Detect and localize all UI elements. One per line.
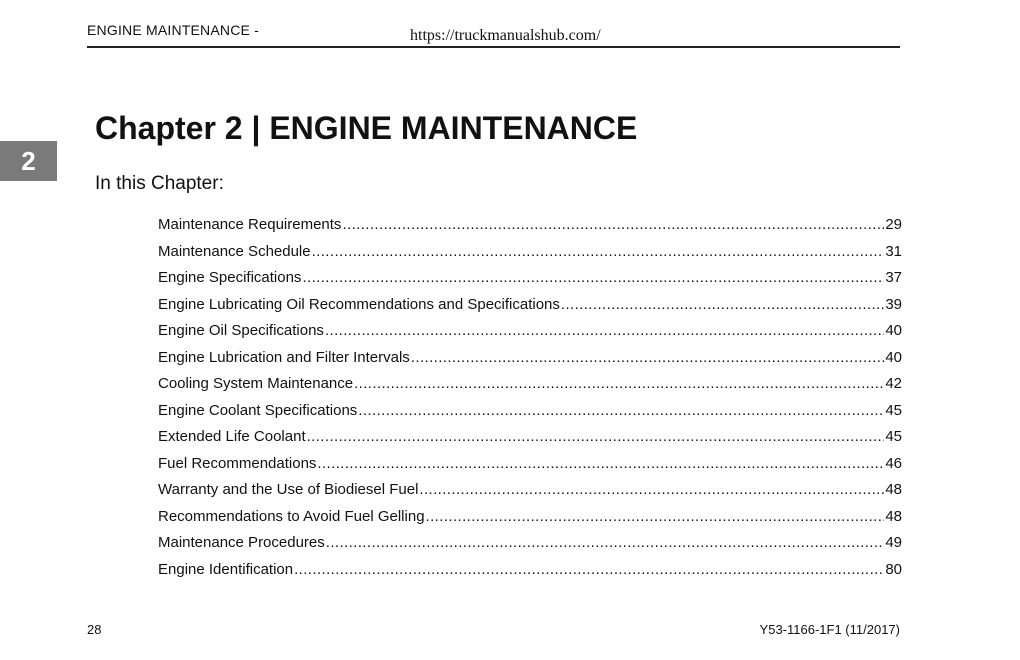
toc-entry[interactable] [158,243,902,270]
toc-entry[interactable] [158,561,902,588]
chapter-tab: 2 [0,141,57,181]
toc-entry[interactable] [158,296,902,323]
toc-entry[interactable] [158,375,902,402]
toc-entry-title: Engine Specifications [158,269,302,286]
toc-entry-title: Recommendations to Avoid Fuel Gelling [158,507,425,525]
toc-entry-title: Engine Lubrication and Filter Intervals [158,348,410,366]
source-url[interactable]: https://truckmanualshub.com/ [410,27,601,44]
toc-entry-title: Maintenance Procedures [158,534,325,551]
toc-leader-dots [426,508,885,525]
toc-entry-page: 31 [885,242,902,260]
toc-entry-page: 37 [885,269,902,286]
table-of-contents [158,216,902,587]
toc-entry-page: 42 [885,375,902,392]
toc-entry-title: Warranty and the Use of Biodiesel Fuel [158,481,419,498]
toc-entry-page: 45 [885,428,902,445]
toc-entry[interactable] [158,508,902,535]
toc-entry-title: Maintenance Requirements [158,216,342,233]
toc-entry[interactable] [158,481,902,508]
toc-entry-title: Engine Identification [158,560,294,578]
toc-entry-page: 48 [885,481,902,498]
toc-entry[interactable] [158,428,902,455]
toc-leader-dots [307,428,885,445]
chapter-intro: In this Chapter: [95,173,224,194]
toc-entry[interactable] [158,534,902,561]
toc-entry[interactable] [158,322,902,349]
chapter-title: Chapter 2 | ENGINE MAINTENANCE [95,110,638,146]
toc-entry-title: Cooling System Maintenance [158,375,354,392]
toc-entry[interactable] [158,349,902,376]
toc-leader-dots [354,375,884,392]
toc-leader-dots [317,455,884,472]
toc-entry-page: 39 [885,295,902,313]
toc-entry-page: 29 [885,216,902,233]
toc-leader-dots [358,402,884,419]
toc-entry-page: 45 [885,401,902,419]
toc-leader-dots [419,481,884,498]
toc-entry-title: Fuel Recommendations [158,454,317,472]
toc-entry[interactable] [158,269,902,296]
toc-entry[interactable] [158,455,902,482]
toc-entry-page: 48 [885,507,902,525]
toc-entry-page: 40 [885,348,902,366]
toc-entry-page: 46 [885,454,902,472]
toc-entry-title: Extended Life Coolant [158,428,306,445]
toc-entry-page: 49 [885,534,902,551]
toc-entry[interactable] [158,216,902,243]
running-header: ENGINE MAINTENANCE - [87,22,260,38]
toc-entry[interactable] [158,402,902,429]
page-number: 28 [87,622,102,637]
toc-entry-title: Engine Lubricating Oil Recommendations and Specifications [158,295,560,313]
toc-leader-dots [325,322,884,339]
toc-leader-dots [312,243,885,260]
toc-leader-dots [326,534,885,551]
toc-entry-page: 40 [885,322,902,339]
toc-leader-dots [411,349,885,366]
header-divider [87,46,900,48]
toc-entry-page: 80 [885,560,902,578]
toc-leader-dots [294,561,884,578]
toc-entry-title: Engine Coolant Specifications [158,401,358,419]
toc-leader-dots [342,216,884,233]
toc-leader-dots [302,269,884,286]
toc-leader-dots [561,296,884,313]
toc-entry-title: Engine Oil Specifications [158,322,324,339]
document-id: Y53-1166-1F1 (11/2017) [759,622,900,637]
toc-entry-title: Maintenance Schedule [158,242,311,260]
